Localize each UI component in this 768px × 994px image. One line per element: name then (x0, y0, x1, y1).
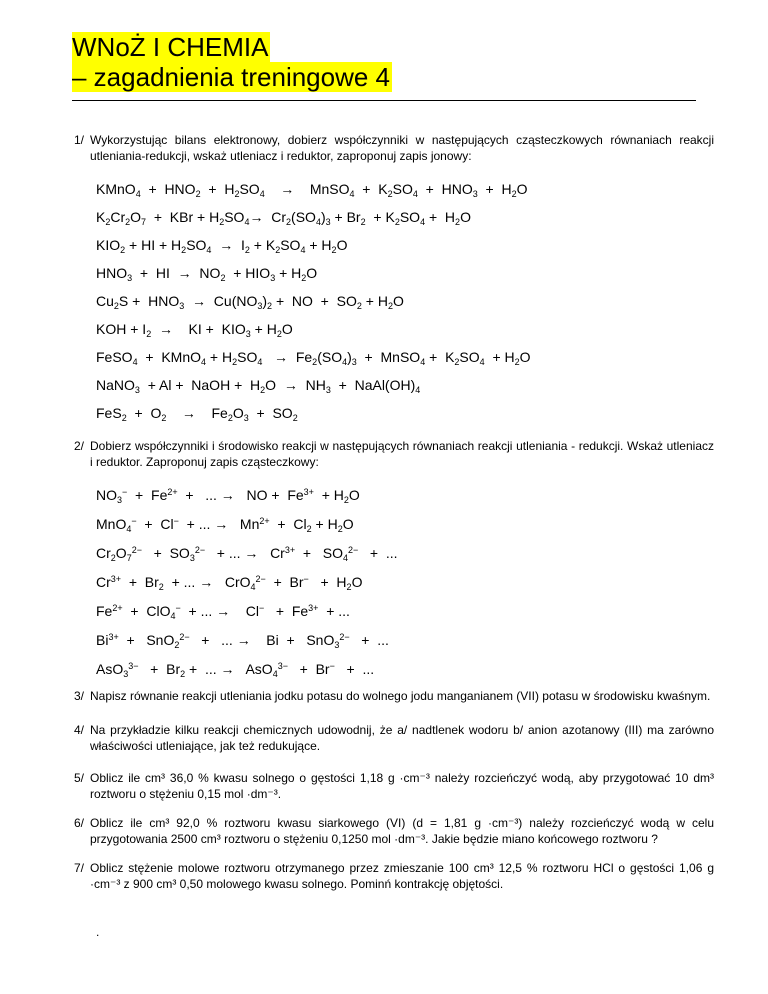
task-2 (74, 438, 714, 470)
document-title (72, 32, 696, 92)
task-text: Dobierz współczynniki i środowisko reakcji w następujących równaniach reakcji utleniania - redukcji. Wskaż utleniacz i reduktor. Zaproponuj zapis cząsteczkowy: (90, 439, 714, 469)
task-text: Oblicz stężenie molowe roztworu otrzymanego przez zmieszanie 100 cm³ 12,5 % roztworu HCl o gęstości 1,06 g ·cm⁻³ z 900 cm³ 0,50 molowego kwasu solnego. Pominń kontrakcję objętości. (90, 861, 714, 891)
task-number: 2/ (74, 439, 85, 453)
task-text: Oblicz ile cm³ 36,0 % kwasu solnego o gęstości 1,18 g ·cm⁻³ należy rozcieńczyć wodą, aby przygotować 10 dm³ roztworu o stężeniu 0,15 mol ·dm⁻³. (90, 771, 714, 801)
task-text: Wykorzystując bilans elektronowy, dobierz współczynniki w następujących cząsteczkowych równaniach reakcji utleniania-redukcji, wskaż utleniacz i reduktor, zaproponuj zapis jonowy: (90, 133, 714, 163)
task-number: 7/ (74, 861, 85, 875)
equation: $FeS_2 + O_2$ → $Fe_2O_3 + SO_2$ (96, 405, 298, 423)
equation: $NO_3^- + Fe^{2+}$ + ... → NO + $Fe^{3+} + H_2O$ (96, 487, 360, 505)
title-divider (72, 100, 696, 101)
equation: KMnO$_4$ + $HNO_2 + H_2SO_4$ → MnSO$_4$ + $K_2SO_4 + HNO_3 + H_2O$ (96, 181, 528, 199)
equation: $Cr_2O_7^{2-} + SO_3^{2-}$ + ... → $Cr^{3+} + SO_4^{2-}$ + ... (96, 545, 398, 563)
equation: $Cu_2S + HNO_3 \to Cu(NO_3)_2$ + NO + $SO_2 + H_2O$ (96, 293, 404, 311)
task-text: Napisz równanie reakcji utleniania jodku potasu do wolnego jodu manganianem (VII) potasu w środowisku kwaśnym. (90, 689, 711, 703)
equation: $Cr^{3+} + Br_2$ + ... → $CrO_4^{2-} + Br^- + H_2O$ (96, 574, 363, 592)
task-5 (74, 770, 714, 802)
title-line-2: – zagadnienia treningowe 4 (72, 62, 391, 92)
task-7 (74, 860, 714, 892)
stray-dot: . (96, 925, 100, 939)
task-number: 4/ (74, 723, 85, 737)
equation: MnO$_4$− + Cl− + ... → $Mn^{2+} + Cl_2 + H_2O$ (96, 516, 354, 534)
equation: $AsO_3^{3-} + Br_2$ + ... → AsO$_4^{3-}$ + Br− + ... (96, 661, 375, 679)
task-6 (74, 815, 714, 847)
task-number: 6/ (74, 816, 85, 830)
equation: FeSO$_4$ + KMnO$_4$ + $H_2SO_4 \to Fe_2(SO_4)_3$ + MnSO$_4$ + $K_2SO_4 + H_2O$ (96, 349, 531, 367)
equation: $Fe^{2+} + ClO_4^-$ + ... → $Cl^- + Fe^{3+}$ + ... (96, 603, 350, 621)
task-4 (74, 722, 714, 754)
task-text: Oblicz ile cm³ 92,0 % roztworu kwasu siarkowego (VI) (d = 1,81 g ·cm⁻³) należy rozcieńczyć wodą w celu przygotowania 2500 cm³ roztworu o stężeniu 0,1250 mol ·dm⁻³. Jakie będzie miano końcowego roztworu ? (90, 816, 714, 846)
task-text: Na przykładzie kilku reakcji chemicznych udowodnij, że a/ nadtlenek wodoru b/ anion azotanowy (III) ma zarówno właściwości utleniające, jak też redukujące. (90, 723, 714, 753)
task-number: 5/ (74, 771, 85, 785)
equation: KOH + $I_2$ → KI + $KIO_3 + H_2O$ (96, 321, 293, 339)
equation: $K_2Cr_2O_7$ + KBr + $H_2SO_4\to Cr_2(SO_4)_3 + Br_2 + K_2SO_4 + H_2O$ (96, 209, 471, 227)
equation: $KIO_2$ + HI + $H_2SO_4 \to I_2 + K_2SO_4 + H_2O$ (96, 237, 348, 255)
equation: $Bi^{3+} + SnO_2^{2-}$ + ... → Bi + SnO$_3^{2-}$ + ... (96, 632, 389, 650)
task-number: 1/ (74, 133, 85, 147)
task-number: 3/ (74, 689, 85, 703)
task-3 (74, 688, 714, 704)
equation: NaNO$_3$ + Al + NaOH + $H_2O \to NH_3$ + $NaAl(OH)_4$ (96, 377, 421, 395)
task-1 (74, 132, 714, 164)
equation: $HNO_3$ + HI → $NO_2 + HIO_3 + H_2O$ (96, 265, 318, 283)
title-line-1: WNoŻ I CHEMIA (72, 32, 269, 62)
